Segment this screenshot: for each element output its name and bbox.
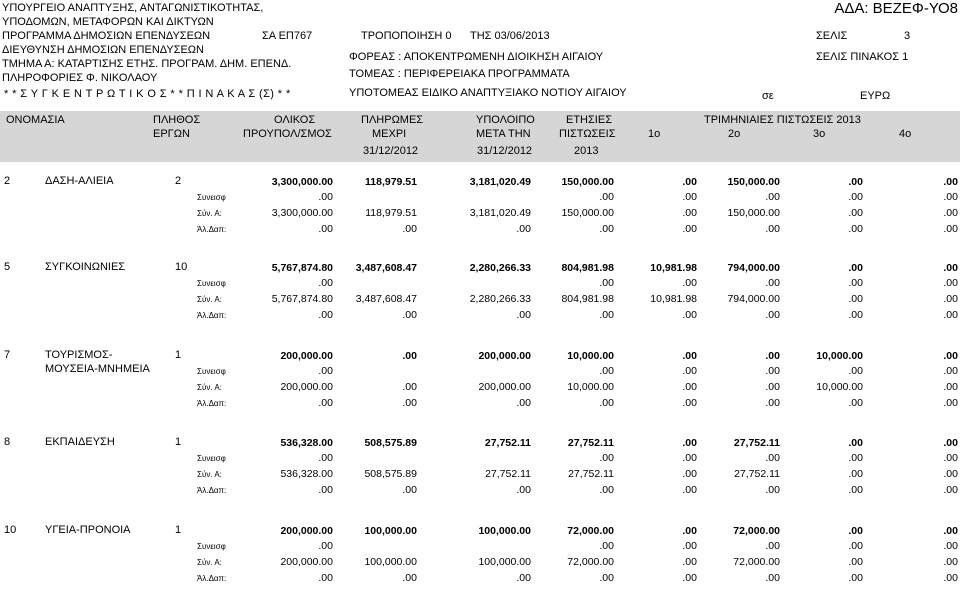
col-q1: 1ο [648, 128, 661, 140]
cell-value: 10,000.00 [567, 381, 614, 393]
cell-value: .00 [943, 277, 958, 289]
cell-value: .00 [848, 525, 863, 537]
cell-value: .00 [848, 293, 863, 305]
currency-label: ΕΥΡΩ [860, 90, 891, 102]
cell-value: 200,000.00 [280, 525, 333, 537]
cell-value: .00 [682, 191, 697, 203]
cell-value: .00 [682, 572, 697, 584]
col-q4: 4ο [899, 128, 912, 140]
sub-row-label: Άλ.Δαπ: [197, 225, 227, 234]
col-meta-date: 31/12/2012 [477, 145, 533, 157]
cell-value: 27,752.11 [734, 468, 780, 480]
cell-value: 100,000.00 [478, 556, 531, 568]
cell-value: 72,000.00 [567, 556, 614, 568]
row-count: 2 [175, 175, 182, 187]
sub-row-label: Άλ.Δαπ: [197, 311, 227, 320]
cell-value: 27,752.11 [567, 437, 614, 449]
cell-value: .00 [318, 540, 333, 552]
row-count: 1 [175, 349, 182, 361]
cell-value: 27,752.11 [485, 468, 531, 480]
cell-value: .00 [516, 223, 531, 235]
cell-value: .00 [943, 437, 958, 449]
cell-value: .00 [402, 484, 417, 496]
cell-value: .00 [682, 484, 697, 496]
cell-value: .00 [682, 437, 697, 449]
sub-row-label: Σύν. Α: [197, 558, 222, 567]
cell-value: .00 [682, 397, 697, 409]
row-name: ΕΚΠΑΙΔΕΥΣΗ [45, 436, 115, 448]
cell-value: 200,000.00 [478, 350, 531, 362]
cell-value: .00 [848, 572, 863, 584]
cell-value: .00 [599, 572, 614, 584]
col-trimhniaies: ΤΡΙΜΗΝΙΑΙΕΣ ΠΙΣΤΩΣΕΙΣ 2013 [704, 114, 861, 126]
cell-value: .00 [599, 365, 614, 377]
cell-value: .00 [848, 176, 863, 188]
summary-table-title: * * Σ Υ Γ Κ Ε Ν Τ Ρ Ω Τ Ι Κ Ο Σ * * Π Ι Ν Α Κ Α Σ (Σ) * * [4, 88, 291, 100]
cell-value: 3,300,000.00 [271, 176, 333, 188]
row-code: 10 [4, 524, 17, 536]
col-onomasia: ΟΝΟΜΑΣΙΑ [6, 114, 65, 126]
cell-value: 3,487,608.47 [355, 262, 417, 274]
cell-value: .00 [318, 277, 333, 289]
cell-value: .00 [848, 468, 863, 480]
cell-value: 10,981.98 [650, 262, 697, 274]
cell-value: .00 [318, 572, 333, 584]
cell-value: 3,300,000.00 [271, 207, 333, 219]
ministry-line-1: ΥΠΟΥΡΓΕΙΟ ΑΝΑΠΤΥΞΗΣ, ΑΝΤΑΓΩΝΙΣΤΙΚΟΤΗΤΑΣ, [2, 2, 264, 14]
cell-value: .00 [318, 365, 333, 377]
sa-code: ΣΑ ΕΠ767 [262, 30, 313, 42]
cell-value: 100,000.00 [364, 556, 417, 568]
cell-value: .00 [943, 525, 958, 537]
cell-value: 72,000.00 [567, 525, 614, 537]
cell-value: .00 [848, 309, 863, 321]
table-page-label: ΣΕΛΙΣ ΠΙΝΑΚΟΣ 1 [816, 51, 909, 63]
col-oliko: ΟΛΙΚΟΣ [274, 114, 316, 126]
info-line: ΠΛΗΡΟΦΟΡΙΕΣ Φ. ΝΙΚΟΛΑΟΥ [2, 72, 158, 84]
cell-value: .00 [599, 484, 614, 496]
cell-value: .00 [765, 309, 780, 321]
cell-value: 27,752.11 [484, 437, 531, 449]
cell-value: .00 [318, 397, 333, 409]
sub-row-label: Συνεισφ [197, 454, 226, 463]
cell-value: 5,767,874.80 [271, 293, 333, 305]
cell-value: .00 [599, 309, 614, 321]
cell-value: .00 [943, 397, 958, 409]
foreas-line: ΦΟΡΕΑΣ : ΑΠΟΚΕΝΤΡΩΜΕΝΗ ΔΙΟΙΚΗΣΗ ΑΙΓΑΙΟΥ [349, 51, 604, 63]
cell-value: 794,000.00 [727, 293, 780, 305]
cell-value: .00 [765, 572, 780, 584]
cell-value: .00 [402, 350, 417, 362]
cell-value: .00 [848, 484, 863, 496]
row-code: 7 [4, 349, 11, 361]
cell-value: .00 [765, 397, 780, 409]
cell-value: 150,000.00 [727, 176, 780, 188]
cell-value: .00 [599, 191, 614, 203]
cell-value: .00 [765, 191, 780, 203]
cell-value: .00 [402, 397, 417, 409]
cell-value: 2,280,266.33 [469, 293, 531, 305]
cell-value: 794,000.00 [727, 262, 780, 274]
cell-value: .00 [943, 381, 958, 393]
cell-value: .00 [848, 191, 863, 203]
department-line: ΤΜΗΜΑ Α: ΚΑΤΑΡΤΙΣΗΣ ΕΤΗΣ. ΠΡΟΓΡΑΜ. ΔΗΜ. ΕΠΕΝΔ. [2, 58, 292, 70]
col-mexri-date: 31/12/2012 [363, 145, 419, 157]
cell-value: .00 [765, 223, 780, 235]
cell-value: .00 [943, 365, 958, 377]
col-ypoloipo: ΥΠΟΛΟΙΠΟ [476, 114, 535, 126]
cell-value: .00 [848, 277, 863, 289]
row-count: 1 [175, 436, 182, 448]
cell-value: .00 [765, 350, 780, 362]
cell-value: .00 [943, 293, 958, 305]
cell-value: 3,181,020.49 [469, 207, 531, 219]
cell-value: .00 [402, 572, 417, 584]
ministry-line-2: ΥΠΟΔΟΜΩΝ, ΜΕΤΑΦΟΡΩΝ ΚΑΙ ΔΙΚΤΥΩΝ [2, 16, 214, 28]
cell-value: .00 [943, 468, 958, 480]
directorate-line: ΔΙΕΥΘΥΝΣΗ ΔΗΜΟΣΙΩΝ ΕΠΕΝΔΥΣΕΩΝ [2, 44, 204, 56]
sub-row-label: Άλ.Δαπ: [197, 399, 227, 408]
cell-value: .00 [318, 309, 333, 321]
cell-value: .00 [943, 207, 958, 219]
cell-value: .00 [599, 277, 614, 289]
cell-value: .00 [682, 309, 697, 321]
cell-value: .00 [943, 452, 958, 464]
cell-value: .00 [682, 381, 697, 393]
ada-code: ΑΔΑ: ΒΕΖΕΦ-ΥΟ8 [834, 0, 958, 17]
sub-row-label: Σύν. Α: [197, 383, 222, 392]
cell-value: 5,767,874.80 [271, 262, 333, 274]
cell-value: 72,000.00 [733, 556, 780, 568]
page-number: 3 [904, 30, 911, 42]
cell-value: .00 [516, 572, 531, 584]
cell-value: .00 [599, 223, 614, 235]
sub-row-label: Σύν. Α: [197, 209, 222, 218]
page-label: ΣΕΛΙΣ [816, 30, 848, 42]
sub-row-label: Σύν. Α: [197, 295, 222, 304]
cell-value: .00 [943, 262, 958, 274]
row-name: ΔΑΣΗ-ΑΛΙΕΙΑ [45, 175, 114, 187]
cell-value: .00 [943, 223, 958, 235]
cell-value: .00 [943, 572, 958, 584]
col-plirom: ΠΛΗΡΩΜΕΣ [361, 114, 424, 126]
cell-value: .00 [943, 540, 958, 552]
cell-value: .00 [848, 207, 863, 219]
cell-value: .00 [682, 350, 697, 362]
cell-value: .00 [848, 365, 863, 377]
cell-value: .00 [848, 452, 863, 464]
cell-value: 200,000.00 [280, 556, 333, 568]
col-q2: 2ο [728, 128, 741, 140]
col-ergon: ΕΡΓΩΝ [153, 128, 190, 140]
cell-value: .00 [682, 468, 697, 480]
cell-value: 200,000.00 [478, 381, 531, 393]
row-name: ΜΟΥΣΕΙΑ-ΜΝΗΜΕΙΑ [45, 363, 150, 375]
tomeas-line: ΤΟΜΕΑΣ : ΠΕΡΙΦΕΡΕΙΑΚΑ ΠΡΟΓΡΑΜΜΑΤΑ [349, 68, 570, 80]
cell-value: .00 [848, 262, 863, 274]
cell-value: 508,575.89 [364, 468, 417, 480]
cell-value: .00 [943, 350, 958, 362]
cell-value: .00 [402, 309, 417, 321]
sub-row-label: Σύν. Α: [197, 470, 222, 479]
cell-value: .00 [599, 452, 614, 464]
cell-value: 3,487,608.47 [355, 293, 417, 305]
cell-value: .00 [943, 176, 958, 188]
cell-value: 100,000.00 [364, 525, 417, 537]
row-name: ΥΓΕΙΑ-ΠΡΟΝΟΙΑ [45, 524, 131, 536]
cell-value: .00 [402, 381, 417, 393]
cell-value: .00 [682, 556, 697, 568]
cell-value: 2,280,266.33 [469, 262, 531, 274]
cell-value: .00 [943, 556, 958, 568]
cell-value: .00 [682, 452, 697, 464]
cell-value: .00 [682, 223, 697, 235]
cell-value: 150,000.00 [561, 176, 614, 188]
modification-date: ΤΗΣ 03/06/2013 [470, 30, 550, 42]
row-count: 1 [175, 524, 182, 536]
cell-value: .00 [848, 397, 863, 409]
row-code: 5 [4, 261, 11, 273]
cell-value: 150,000.00 [727, 207, 780, 219]
modification-number: ΤΡΟΠΟΠΟΙΗΣΗ 0 [361, 30, 452, 42]
currency-prefix: σε [762, 90, 774, 102]
cell-value: 804,981.98 [561, 262, 614, 274]
cell-value: .00 [516, 484, 531, 496]
cell-value: .00 [765, 484, 780, 496]
cell-value: .00 [318, 191, 333, 203]
cell-value: .00 [848, 437, 863, 449]
cell-value: 27,752.11 [733, 437, 780, 449]
cell-value: .00 [848, 540, 863, 552]
cell-value: .00 [848, 223, 863, 235]
sub-row-label: Συνεισφ [197, 279, 226, 288]
cell-value: .00 [318, 452, 333, 464]
cell-value: 536,328.00 [280, 468, 333, 480]
col-meta-thn: ΜΕΤΑ ΤΗΝ [476, 128, 531, 140]
cell-value: .00 [765, 540, 780, 552]
cell-value: 100,000.00 [478, 525, 531, 537]
cell-value: 508,575.89 [364, 437, 417, 449]
sub-row-label: Άλ.Δαπ: [197, 486, 227, 495]
row-name: ΣΥΓΚΟΙΝΩΝΙΕΣ [45, 261, 126, 273]
row-count: 10 [175, 261, 188, 273]
row-code: 2 [4, 175, 11, 187]
col-q3: 3ο [813, 128, 826, 140]
cell-value: 118,979.51 [365, 176, 417, 188]
row-code: 8 [4, 436, 11, 448]
cell-value: .00 [682, 540, 697, 552]
cell-value: .00 [765, 381, 780, 393]
col-etisies: ΕΤΗΣΙΕΣ [566, 114, 612, 126]
cell-value: .00 [765, 277, 780, 289]
col-mexri: ΜΕΧΡΙ [372, 128, 407, 140]
sub-row-label: Συνεισφ [197, 193, 226, 202]
cell-value: .00 [943, 484, 958, 496]
cell-value: 10,000.00 [567, 350, 614, 362]
row-name: ΤΟΥΡΙΣΜΟΣ- [45, 349, 113, 361]
cell-value: 27,752.11 [568, 468, 614, 480]
cell-value: 118,979.51 [365, 207, 417, 219]
cell-value: 804,981.98 [561, 293, 614, 305]
cell-value: .00 [943, 309, 958, 321]
col-year: 2013 [574, 145, 599, 157]
program-line: ΠΡΟΓΡΑΜΜΑ ΔΗΜΟΣΙΩΝ ΕΠΕΝΔΥΣΕΩΝ [2, 30, 211, 42]
cell-value: .00 [848, 556, 863, 568]
cell-value: .00 [943, 191, 958, 203]
col-pistoseis: ΠΙΣΤΩΣΕΙΣ [559, 128, 616, 140]
cell-value: .00 [402, 223, 417, 235]
cell-value: 72,000.00 [733, 525, 780, 537]
ypotomeas-line: ΥΠΟΤΟΜΕΑΣ ΕΙΔΙΚΟ ΑΝΑΠΤΥΞΙΑΚΟ ΝΟΤΙΟΥ ΑΙΓΑΙΟΥ [349, 87, 627, 99]
cell-value: .00 [599, 397, 614, 409]
cell-value: 200,000.00 [280, 350, 333, 362]
cell-value: .00 [516, 397, 531, 409]
col-plithos: ΠΛΗΘΟΣ [153, 114, 201, 126]
cell-value: .00 [765, 452, 780, 464]
cell-value: .00 [682, 365, 697, 377]
cell-value: .00 [516, 309, 531, 321]
cell-value: .00 [682, 176, 697, 188]
sub-row-label: Συνεισφ [197, 542, 226, 551]
cell-value: .00 [682, 525, 697, 537]
cell-value: 10,981.98 [650, 293, 697, 305]
cell-value: 3,181,020.49 [469, 176, 531, 188]
sub-row-label: Συνεισφ [197, 367, 226, 376]
cell-value: .00 [599, 540, 614, 552]
cell-value: 150,000.00 [561, 207, 614, 219]
cell-value: .00 [682, 277, 697, 289]
col-proupol: ΠΡΟΥΠΟΛ/ΣΜΟΣ [243, 128, 332, 140]
sub-row-label: Άλ.Δαπ: [197, 574, 227, 583]
cell-value: .00 [765, 365, 780, 377]
cell-value: .00 [318, 223, 333, 235]
cell-value: .00 [682, 207, 697, 219]
cell-value: 200,000.00 [280, 381, 333, 393]
cell-value: .00 [318, 484, 333, 496]
cell-value: 10,000.00 [816, 350, 863, 362]
cell-value: 10,000.00 [816, 381, 863, 393]
cell-value: 536,328.00 [280, 437, 333, 449]
